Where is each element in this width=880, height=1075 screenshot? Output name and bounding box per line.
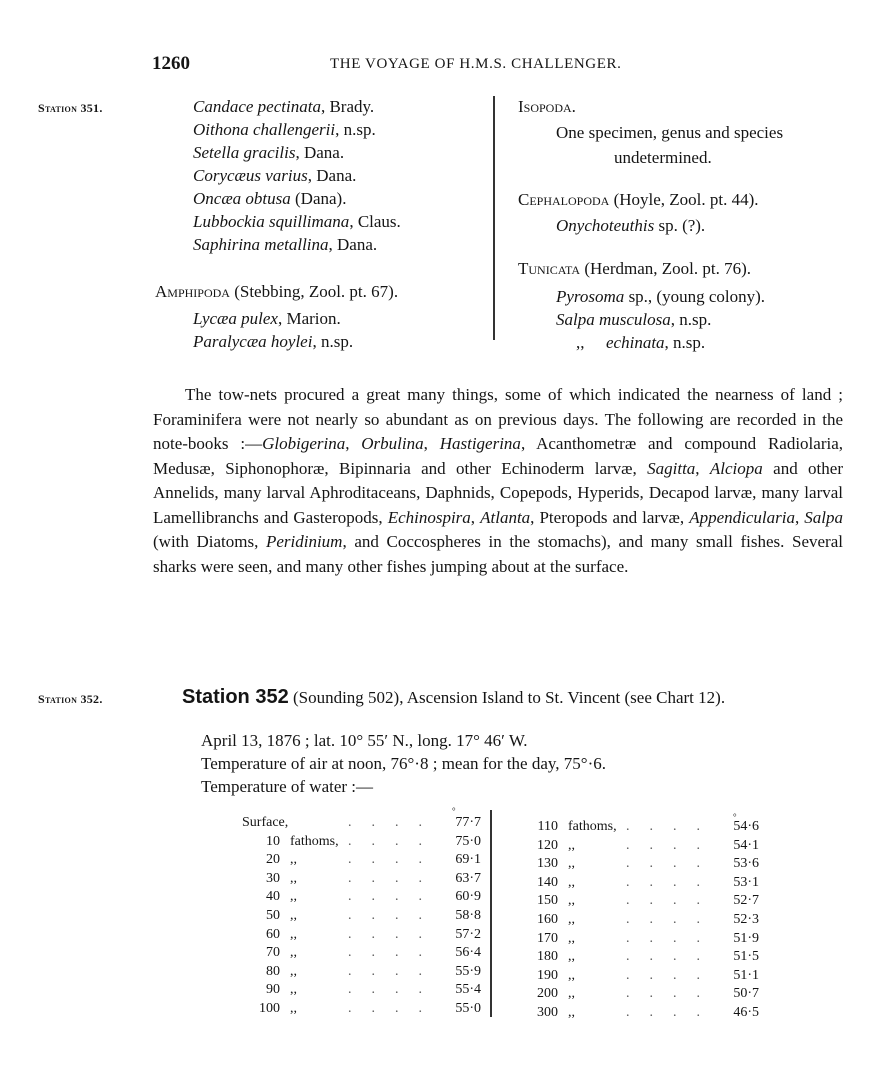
temperature-cell: 58·8 (455, 907, 481, 923)
column-divider (493, 96, 495, 340)
leader-dots: .... (626, 819, 720, 834)
unit-cell: ,, (568, 986, 575, 1002)
leader-dots: .... (626, 837, 720, 853)
unit-cell: ,, (290, 870, 297, 886)
leader-dots: .... (348, 815, 442, 830)
table-row (520, 967, 759, 986)
table-row (520, 855, 759, 874)
unit-cell: ,, (568, 893, 575, 909)
list-item: Candace pectinata, Brady. (193, 97, 375, 116)
table-row (242, 833, 481, 852)
unit-cell: fathoms, (568, 819, 617, 834)
leader-dots: .... (348, 907, 442, 923)
temperature-cell: 75·0 (455, 833, 481, 849)
leader-dots: .... (348, 945, 442, 961)
station-352-margin-label: Station 352. (38, 692, 103, 706)
list-item: Saphirina metallina, Dana. (193, 235, 378, 254)
unit-cell: ,, (290, 945, 297, 961)
depth-cell: 110 (537, 819, 558, 834)
tunicata-list (556, 285, 765, 354)
temperature-cell: 69·1 (455, 852, 481, 868)
temperature-cell: 55·4 (455, 982, 481, 998)
depth-cell: 170 (537, 930, 558, 946)
leader-dots: .... (626, 930, 720, 946)
depth-cell: 40 (266, 889, 280, 905)
unit-cell: ,, (568, 874, 575, 890)
isopoda-description-cont: undetermined. (614, 148, 712, 167)
leader-dots: .... (348, 1000, 442, 1016)
table-row (520, 874, 759, 893)
leader-dots: .... (626, 1004, 720, 1020)
depth-cell: 160 (537, 911, 558, 927)
temperature-cell: 57·2 (455, 926, 481, 942)
table-row (242, 1000, 481, 1019)
leader-dots: .... (348, 963, 442, 979)
unit-cell: fathoms, (290, 833, 339, 849)
station-351-margin-label: Station 351. (38, 101, 103, 115)
unit-cell: ,, (568, 930, 575, 946)
list-item: Paralycæa hoylei, n.sp. (193, 332, 354, 351)
table-row (242, 870, 481, 889)
table-row (520, 948, 759, 967)
unit-cell: ,, (568, 949, 575, 965)
temperature-cell: 55·9 (455, 963, 481, 979)
page-number: 1260 (152, 53, 190, 74)
unit-cell: ,, (290, 852, 297, 868)
temperature-cell: 53·6 (733, 856, 759, 872)
tow-net-paragraph: The tow-nets procured a great many things, some of which indicated the nearness of land ; Foraminifera were not nearly so abundant as on previous days. The following are recorded in the note-books :—Globigerina, Orbulina, Hastigerina, Acanthometræ and compound Radiolaria, Medusæ, Siphonophoræ, Bipinnaria and other Echinoderm larvæ, Sagitta, Alciopa and other Annelids, many larval Aphroditaceans, Daphnids, Copepods, Hyperids, Decapod larvæ, many larval Lamellibranchs and Gasteropods, Echinospira, Atlanta, Pteropods and larvæ, Appendicularia, Salpa (with Diatoms, Peridinium, and Coccospheres in the stomachs), and many small fishes. Several sharks were seen, and many other fishes jumping about at the surface. (153, 385, 844, 576)
depth-cell: 120 (537, 837, 558, 853)
temperature-cell: 53·1 (733, 874, 759, 890)
list-item: Lycæa pulex, Marion. (193, 309, 341, 328)
list-item: Salpa musculosa, n.sp. (556, 310, 712, 329)
table-row (520, 818, 759, 837)
temperature-cell: 54·1 (733, 837, 759, 853)
table-row (242, 888, 481, 907)
depth-cell: 130 (537, 856, 558, 872)
copepod-list (193, 95, 401, 256)
water-temperature-table-left (242, 814, 481, 1019)
depth-cell: 20 (266, 852, 280, 868)
unit-cell: ,, (568, 911, 575, 927)
leader-dots: .... (626, 911, 720, 927)
leader-dots: .... (348, 852, 442, 868)
depth-cell: 300 (537, 1004, 558, 1020)
leader-dots: .... (348, 926, 442, 942)
unit-cell: ,, (568, 1004, 575, 1020)
depth-cell: 150 (537, 893, 558, 909)
unit-cell: ,, (290, 907, 297, 923)
unit-cell: ,, (568, 837, 575, 853)
temperature-cell: 77·7 (455, 815, 481, 830)
table-row (242, 944, 481, 963)
depth-cell: 10 (266, 833, 280, 849)
cephalopoda-item: Onychoteuthis sp. (?). (556, 216, 706, 235)
temperature-cell: 51·5 (733, 949, 759, 965)
list-item: Lubbockia squillimana, Claus. (193, 212, 401, 231)
list-item: Oithona challengerii, n.sp. (193, 120, 376, 139)
unit-cell: ,, (290, 1000, 297, 1016)
list-item: Pyrosoma sp., (young colony). (556, 287, 766, 306)
temperature-cell: 51·1 (733, 967, 759, 983)
station-352-heading: Station 352 (Sounding 502), Ascension Island to St. Vincent (see Chart 12). (182, 686, 726, 708)
leader-dots: .... (626, 949, 720, 965)
leader-dots: .... (626, 986, 720, 1002)
depth-cell: 200 (537, 986, 558, 1002)
temperature-cell: 60·9 (455, 889, 481, 905)
degree-mark: ° (452, 806, 456, 816)
unit-cell: ,, (568, 967, 575, 983)
leader-dots: .... (626, 856, 720, 872)
depth-cell: 50 (266, 907, 280, 923)
temperature-cell: 46·5 (733, 1004, 759, 1020)
air-temperature-line: Temperature of air at noon, 76°·8 ; mean for the day, 75°·6. (201, 754, 606, 773)
table-row (242, 981, 481, 1000)
amphipoda-heading: Amphipoda (Stebbing, Zool. pt. 67). (155, 282, 399, 301)
depth-cell: 80 (266, 963, 280, 979)
amphipoda-list (193, 307, 353, 353)
table-row (520, 911, 759, 930)
cephalopoda-heading: Cephalopoda (Hoyle, Zool. pt. 44). (518, 190, 759, 209)
table-row (242, 814, 481, 833)
leader-dots: .... (626, 893, 720, 909)
unit-cell: ,, (568, 856, 575, 872)
degree-mark: ° (733, 812, 737, 822)
unit-cell: ,, (290, 926, 297, 942)
water-temperature-heading: Temperature of water :— (201, 777, 374, 796)
table-row (520, 892, 759, 911)
depth-cell: 70 (266, 945, 280, 961)
depth-cell: 90 (266, 982, 280, 998)
leader-dots: .... (348, 889, 442, 905)
unit-cell: ,, (290, 982, 297, 998)
isopoda-description: One specimen, genus and species (556, 123, 784, 142)
temperature-cell: 52·3 (733, 911, 759, 927)
temperature-cell: 56·4 (455, 945, 481, 961)
temperature-cell: 51·9 (733, 930, 759, 946)
list-item: ,, echinata, n.sp. (576, 333, 706, 352)
list-item: Corycæus varius, Dana. (193, 166, 357, 185)
list-item: Setella gracilis, Dana. (193, 143, 345, 162)
depth-cell: 60 (266, 926, 280, 942)
leader-dots: .... (626, 967, 720, 983)
temperature-cell: 54·6 (733, 819, 759, 834)
depth-cell: 30 (266, 870, 280, 886)
table-row (242, 907, 481, 926)
temperature-cell: 50·7 (733, 986, 759, 1002)
depth-cell: Surface, (242, 815, 289, 830)
table-row (242, 963, 481, 982)
temperature-cell: 55·0 (455, 1000, 481, 1016)
leader-dots: .... (348, 870, 442, 886)
leader-dots: .... (348, 982, 442, 998)
depth-cell: 140 (537, 874, 558, 890)
table-row (520, 837, 759, 856)
running-title: THE VOYAGE OF H.M.S. CHALLENGER. (330, 56, 622, 72)
temperature-cell: 52·7 (733, 893, 759, 909)
temperature-cell: 63·7 (455, 870, 481, 886)
unit-cell: ,, (290, 963, 297, 979)
table-row (520, 930, 759, 949)
tunicata-heading: Tunicata (Herdman, Zool. pt. 76). (518, 259, 751, 278)
table-divider (490, 810, 492, 1017)
water-temperature-table-right (520, 818, 759, 1023)
depth-cell: 190 (537, 967, 558, 983)
table-row (242, 851, 481, 870)
table-row (520, 985, 759, 1004)
depth-cell: 180 (537, 949, 558, 965)
isopoda-heading: Isopoda. (518, 97, 576, 116)
table-row (242, 926, 481, 945)
date-position-line: April 13, 1876 ; lat. 10° 55′ N., long. 17° 46′ W. (201, 731, 528, 750)
unit-cell: ,, (290, 889, 297, 905)
leader-dots: .... (348, 833, 442, 849)
leader-dots: .... (626, 874, 720, 890)
list-item: Oncæa obtusa (Dana). (193, 189, 347, 208)
table-row (520, 1004, 759, 1023)
depth-cell: 100 (259, 1000, 280, 1016)
